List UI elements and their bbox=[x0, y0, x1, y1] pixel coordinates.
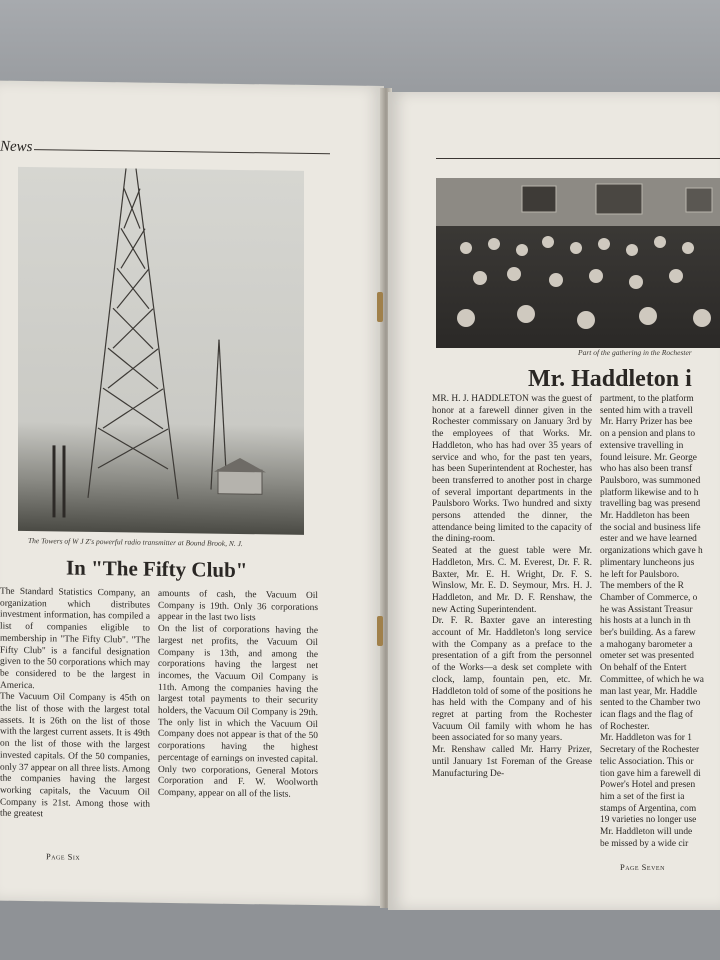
fifty-club-column-2: amounts of cash, the Vacuum Oil Company is 19th. Only 36 corporations appear in the last two lists On the list of corporations having the largest net profits, the Vacuum Oil Company is 13th, and among the corporations having the largest net incomes, the Vacuum Oil Company is 11th. Among the companies having the largest total payments to their security holders, the Vacuum Oil Company is 29th. The only list in which the Vacuum Oil Company does not appear is that of the 50 corporations having the highest percentage of earnings on invested capital. Only two corporations, General Motors Corporation and F. W. Woolworth Company, appear on all of the lists. bbox=[158, 588, 318, 800]
staple-top bbox=[377, 292, 383, 322]
section-header: News bbox=[0, 138, 33, 156]
page-number-right: Page Seven bbox=[620, 862, 665, 872]
radio-towers-photo bbox=[18, 167, 304, 535]
header-rule bbox=[34, 149, 330, 154]
right-page bbox=[388, 92, 720, 910]
dinner-photo-caption: Part of the gathering in the Rochester bbox=[578, 348, 692, 357]
fifty-club-headline: In "The Fifty Club" bbox=[66, 555, 248, 583]
haddleton-column-1: MR. H. J. HADDLETON was the guest of honor at a farewell dinner given in the Rochester commissary on January 3rd by the employees of that Works. Mr. Haddleton, who has had over 35 years of service and who, for the past ten years, has been Superintendent at Rochester, has been transferred to another post in charge of several important departments in the Paulsboro Works. Two hundred and sixty persons attended the dinner, the attendance being limited to the capacity of the dining-room. Seated at the guest table were Mr. Haddleton, Mrs. C. M. Everest, Dr. F. R. Baxter, Mr. E. H. Wright, Dr. F. S. Winslow, Mr. E. D. Seymour, Mrs. H. J. Haddleton, and Mr. D. F. Renshaw, the new Acting Superintendent. Dr. F. R. Baxter gave an interesting account of Mr. Haddleton's long service with the Company as a preface to the presentation of a gift from the personnel of the Works—a desk set complete with clock, lamp, fountain pen, etc. Mr. Haddleton told of some of the positions he has held with the Company and of his regret at parting from the Rochester Vacuum Oil family with whom he has been associated for so many years. Mr. Renshaw called Mr. Harry Prizer, until January 1st Foreman of the Grease Manufacturing De- bbox=[432, 394, 592, 779]
dinner-crowd-illustration bbox=[436, 178, 720, 348]
header-rule bbox=[436, 158, 720, 159]
dinner-gathering-photo bbox=[436, 178, 720, 348]
tower-photo-caption: The Towers of W J Z's powerful radio transmitter at Bound Brook, N. J. bbox=[28, 536, 243, 549]
staple-bottom bbox=[377, 616, 383, 646]
page-number-left: Page Six bbox=[46, 851, 81, 862]
haddleton-headline: Mr. Haddleton i bbox=[528, 366, 692, 392]
haddleton-column-2: partment, to the platform sented him with a travell Mr. Harry Prizer has bee on a pension and plans to extensive travelling in found leisure. Mr. George who has also been transf Paulsboro, was summoned platform likewise and to h travelling bag was presend Mr. Haddleton has been the social and business life ester and we have learned organizations which gave h plimentary luncheons jus he left for Paulsboro. The members of the R Chamber of Commerce, o he was Assistant Treasur his hosts at a lunch in th ber's building. As a farew a mahogany barometer a ometer set was presented On behalf of the Entert Committee, of which he wa man last year, Mr. Haddle sented to the Chamber two ican flags and the flag of of Rochester. Mr. Haddleton was for 1 Secretary of the Rochester telic Association. This or tion gave him a farewell di Power's Hotel and presen him a set of the first ia stamps of Argentina, com 19 varieties no longer use Mr. Haddleton will unde be missed by a wide cir bbox=[600, 394, 704, 849]
radio-tower-illustration bbox=[18, 167, 304, 535]
left-page bbox=[0, 81, 384, 906]
fifty-club-column-1: The Standard Statistics Company, an organization which distributes investment information, has compiled a list of companies eligible to membership in "The Fifty Club". "The Fifty Club" is a fanciful designation given to the 50 corporations which may be considered to be the largest in America. The Vacuum Oil Company is 45th on the list of those with the largest total assets. It is 26th on the list of those with the largest current assets. It is 49th on the list of those with the largest invested capitals. Of the 50 companies, only 37 appear on all three lists. Among the companies having the largest working capitals, the Vacuum Oil Company is 21st. Among those with the greatest bbox=[0, 586, 150, 820]
